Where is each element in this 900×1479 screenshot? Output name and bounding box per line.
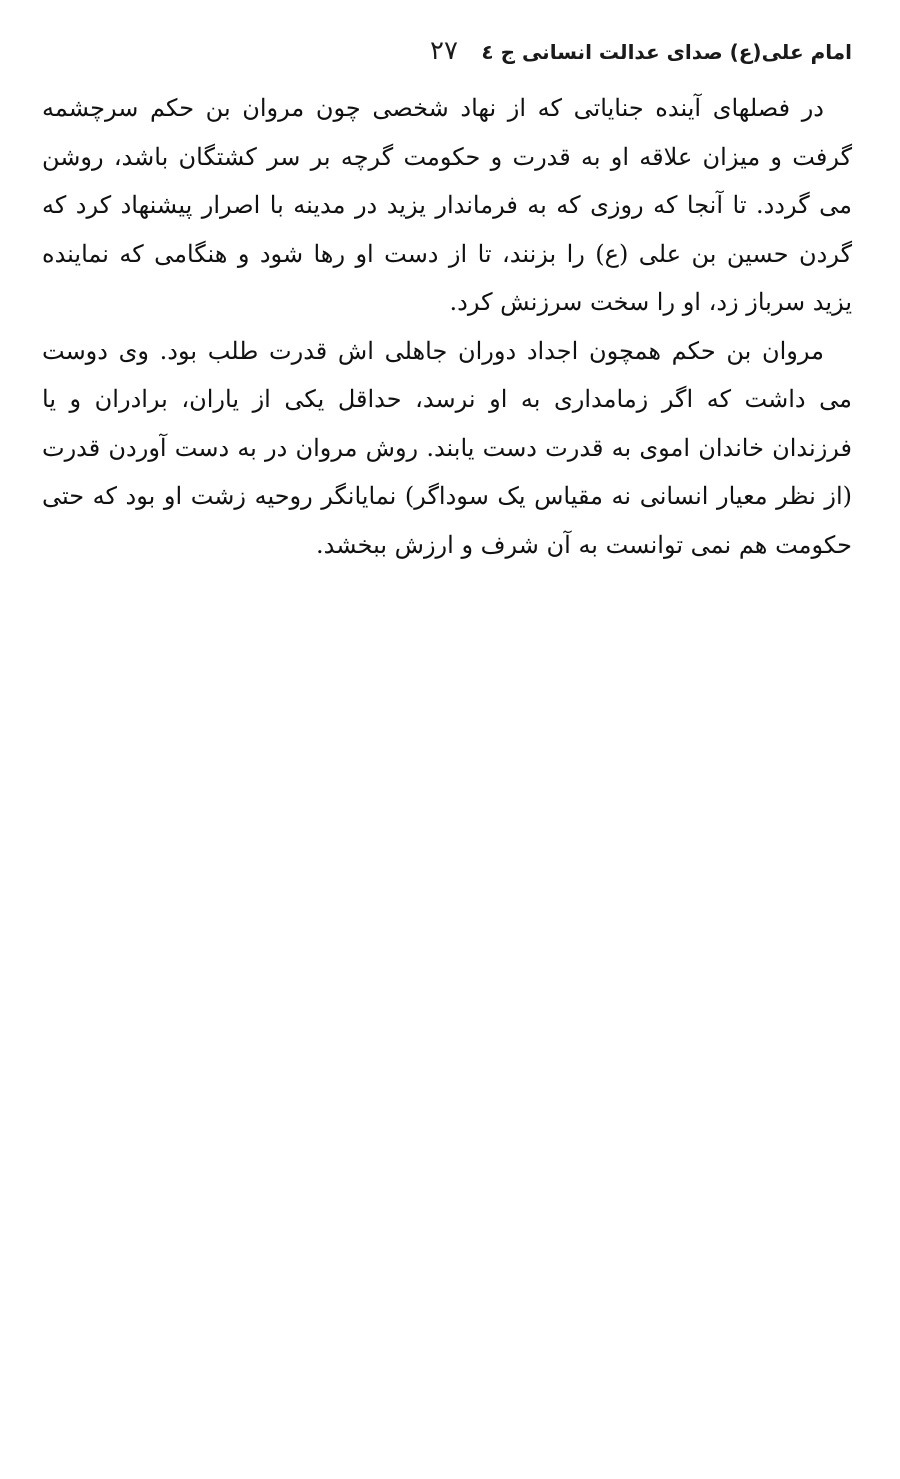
paragraph-2: مروان بن حکم همچون اجداد دوران جاهلی اش قدرت طلب بود. وی دوست می داشت که اگر زمامداری به او نرسد، حداقل یکی از یاران، برادران و یا فرزندان خاندان اموی به قدرت دست یابند. روش مروان در به دست آوردن قدرت (از نظر معیار انسانی نه مقیاس یک سوداگر) نمایانگر روحیه زشت او بود که حتی حکومت هم نمی توانست به آن شرف و ارزش ببخشد. — [42, 336, 852, 559]
running-header — [40, 36, 852, 76]
book-title-header: امام علی(ع) صدای عدالت انسانی ج ٤ — [481, 40, 852, 64]
paragraph-1: در فصلهای آینده جنایاتی که از نهاد شخصی چون مروان بن حکم سرچشمه گرفت و میزان علاقه او به قدرت و حکومت گرچه بر سر کشتگان باشد، روشن می گردد. تا آنجا که روزی که به فرماندار یزید در مدینه با اصرار پیشنهاد کرد که گردن حسین بن علی (ع) را بزنند، تا از دست او رها شود و هنگامی که نماینده یزید سرباز زد، او را سخت سرزنش کرد. — [42, 94, 852, 316]
page-number: ٢٧ — [430, 36, 458, 66]
body-text — [42, 84, 852, 569]
